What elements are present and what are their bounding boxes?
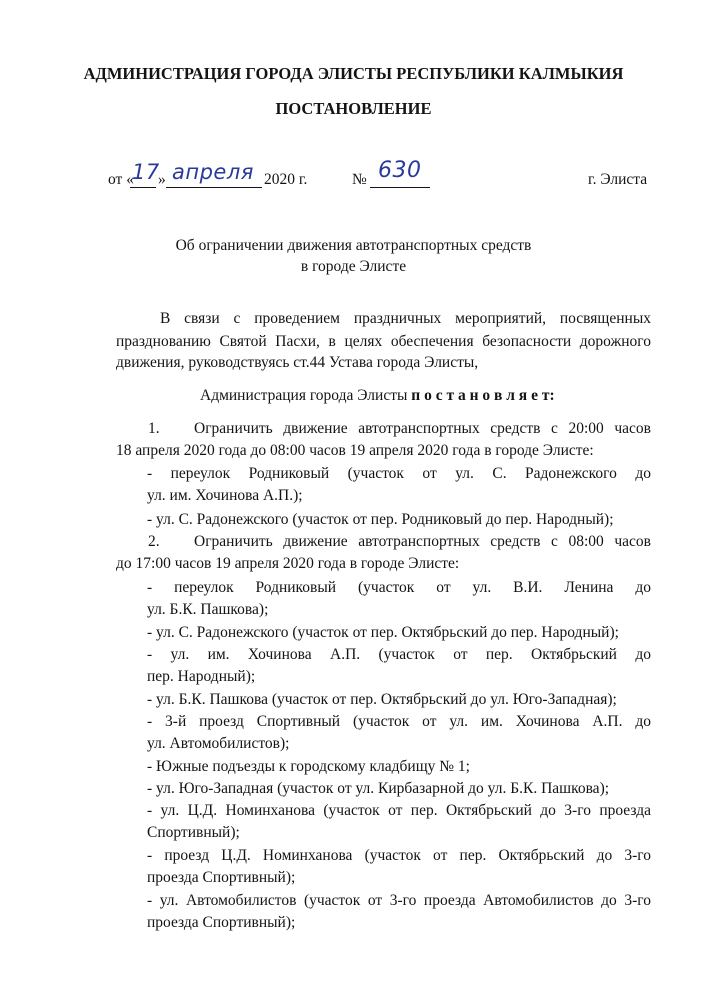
list-item: - ул. С. Радонежского (участок от пер. Родниковый до пер. Народный); xyxy=(147,511,614,528)
item-2-line-1: Ограничить движение автотранспортных средств с 08:00 часов xyxy=(194,533,651,550)
handwritten-month: апреля xyxy=(172,160,254,184)
day-underline xyxy=(130,187,156,188)
item-1-line-2: 18 апреля 2020 года до 08:00 часов 19 апреля 2020 года в городе Элисте: xyxy=(116,442,594,459)
date-prefix: от « xyxy=(108,171,134,188)
item-1-line-1: Ограничить движение автотранспортных средств с 20:00 часов xyxy=(194,420,651,437)
month-underline xyxy=(166,187,262,188)
document-title-line-2: в городе Элисте xyxy=(300,258,407,275)
date-year: 2020 г. xyxy=(264,171,308,188)
handwritten-number: 630 xyxy=(378,158,422,183)
date-quote-close: » xyxy=(158,171,166,188)
document-title-line-1: Об ограничении движения автотранспортных средств xyxy=(175,237,532,254)
intro-line-3: движения, руководствуясь ст.44 Устава города Элисты, xyxy=(116,354,479,371)
list-item: - Южные подъезды к городскому кладбищу № 1; xyxy=(147,758,470,775)
city-name: г. Элиста xyxy=(588,171,648,188)
number-underline xyxy=(370,187,430,188)
document-type-heading: ПОСТАНОВЛЕНИЕ xyxy=(275,99,432,118)
list-item: - ул. С. Радонежского (участок от пер. Октябрьский до пер. Народный); xyxy=(147,624,619,641)
list-item: - ул. Б.К. Пашкова (участок от пер. Октябрьский до ул. Юго-Западная); xyxy=(147,691,617,708)
handwritten-day: 17 xyxy=(132,160,160,184)
authority-heading: АДМИНИСТРАЦИЯ ГОРОДА ЭЛИСТЫ РЕСПУБЛИКИ КАЛМЫКИЯ xyxy=(83,64,624,83)
document-page: АДМИНИСТРАЦИЯ ГОРОДА ЭЛИСТЫ РЕСПУБЛИКИ КАЛМЫКИЯ ПОСТАНОВЛЕНИЕ от « 17 » апреля 2020 г. № 630 г. Элиста Об ограничении движения автотранспортных средств в городе Элисте В связи с проведением праздничных мероприятий, посвященных празднованию Святой Пасхи, в целях обеспечения безопасности дорожного движения, руководствуясь ст.44 Устава города Элисты, Администрация города Элисты п о с т а н о в л я е т: 1. Ограничить движение автотранспортных средств с 20:00 часов 18 апреля 2020 года до 08:00 часов 19 апреля 2020 года в городе Элисте: - переулок Родниковый (участок от ул. С. Радонежского до ул. им. Хочинова А.П.); - ул. С. Радонежского (участок от пер. Родниковый до пер. Народный); 2. Ограничить движение автотранспортных средств с 08:00 часов до 17:00 часов 19 апреля 2020 года в городе Элисте: - переулок Родниковый (участок от ул. В.И. Ленина до ул. Б.К. Пашкова); - ул. С. Радонежского (участок от пер. Октябрьский до пер. Народный); - ул. им. Хочинова А.П. (участок от пер. Октябрьский до пер. Народный); - ул. Б.К. Пашкова (участок от пер. Октябрьский до ул. Юго-Западная); - 3-й проезд Спортивный (участок от ул. им. Хочинова А.П. до ул. Автомобилистов); - Южные подъезды к городскому кладбищу № 1; - ул. Юго-Западная (участок от ул. Кирбазарной до ул. Б.К. Пашкова); - ул. Ц.Д. Номинханова (участок от пер. Октябрьский до 3-го проезда Спортивный); - проезд Ц.Д. Номинханова (участок от пер. Октябрьский до 3-го проезда Спортивный); - ул. Автомобилистов (участок от 3-го проезда Автомобилистов до 3-го проезда Спортивный); xyxy=(0,0,707,1000)
resolves-line xyxy=(200,387,555,405)
item-1-number: 1. xyxy=(148,420,160,437)
intro-line-1: В связи с проведением праздничных мероприятий, посвященных xyxy=(160,310,651,327)
item-2-number: 2. xyxy=(148,533,160,550)
resolves-text: Администрация города Элисты xyxy=(200,387,412,404)
item-2-line-2: до 17:00 часов 19 апреля 2020 года в городе Элисте: xyxy=(116,555,460,572)
list-item: - ул. Юго-Западная (участок от ул. Кирбазарной до ул. Б.К. Пашкова); xyxy=(147,780,610,797)
resolves-keyword: п о с т а н о в л я е т: xyxy=(411,387,555,404)
number-prefix: № xyxy=(352,171,367,188)
intro-line-2: празднованию Святой Пасхи, в целях обеспечения безопасности дорожного xyxy=(116,333,651,350)
